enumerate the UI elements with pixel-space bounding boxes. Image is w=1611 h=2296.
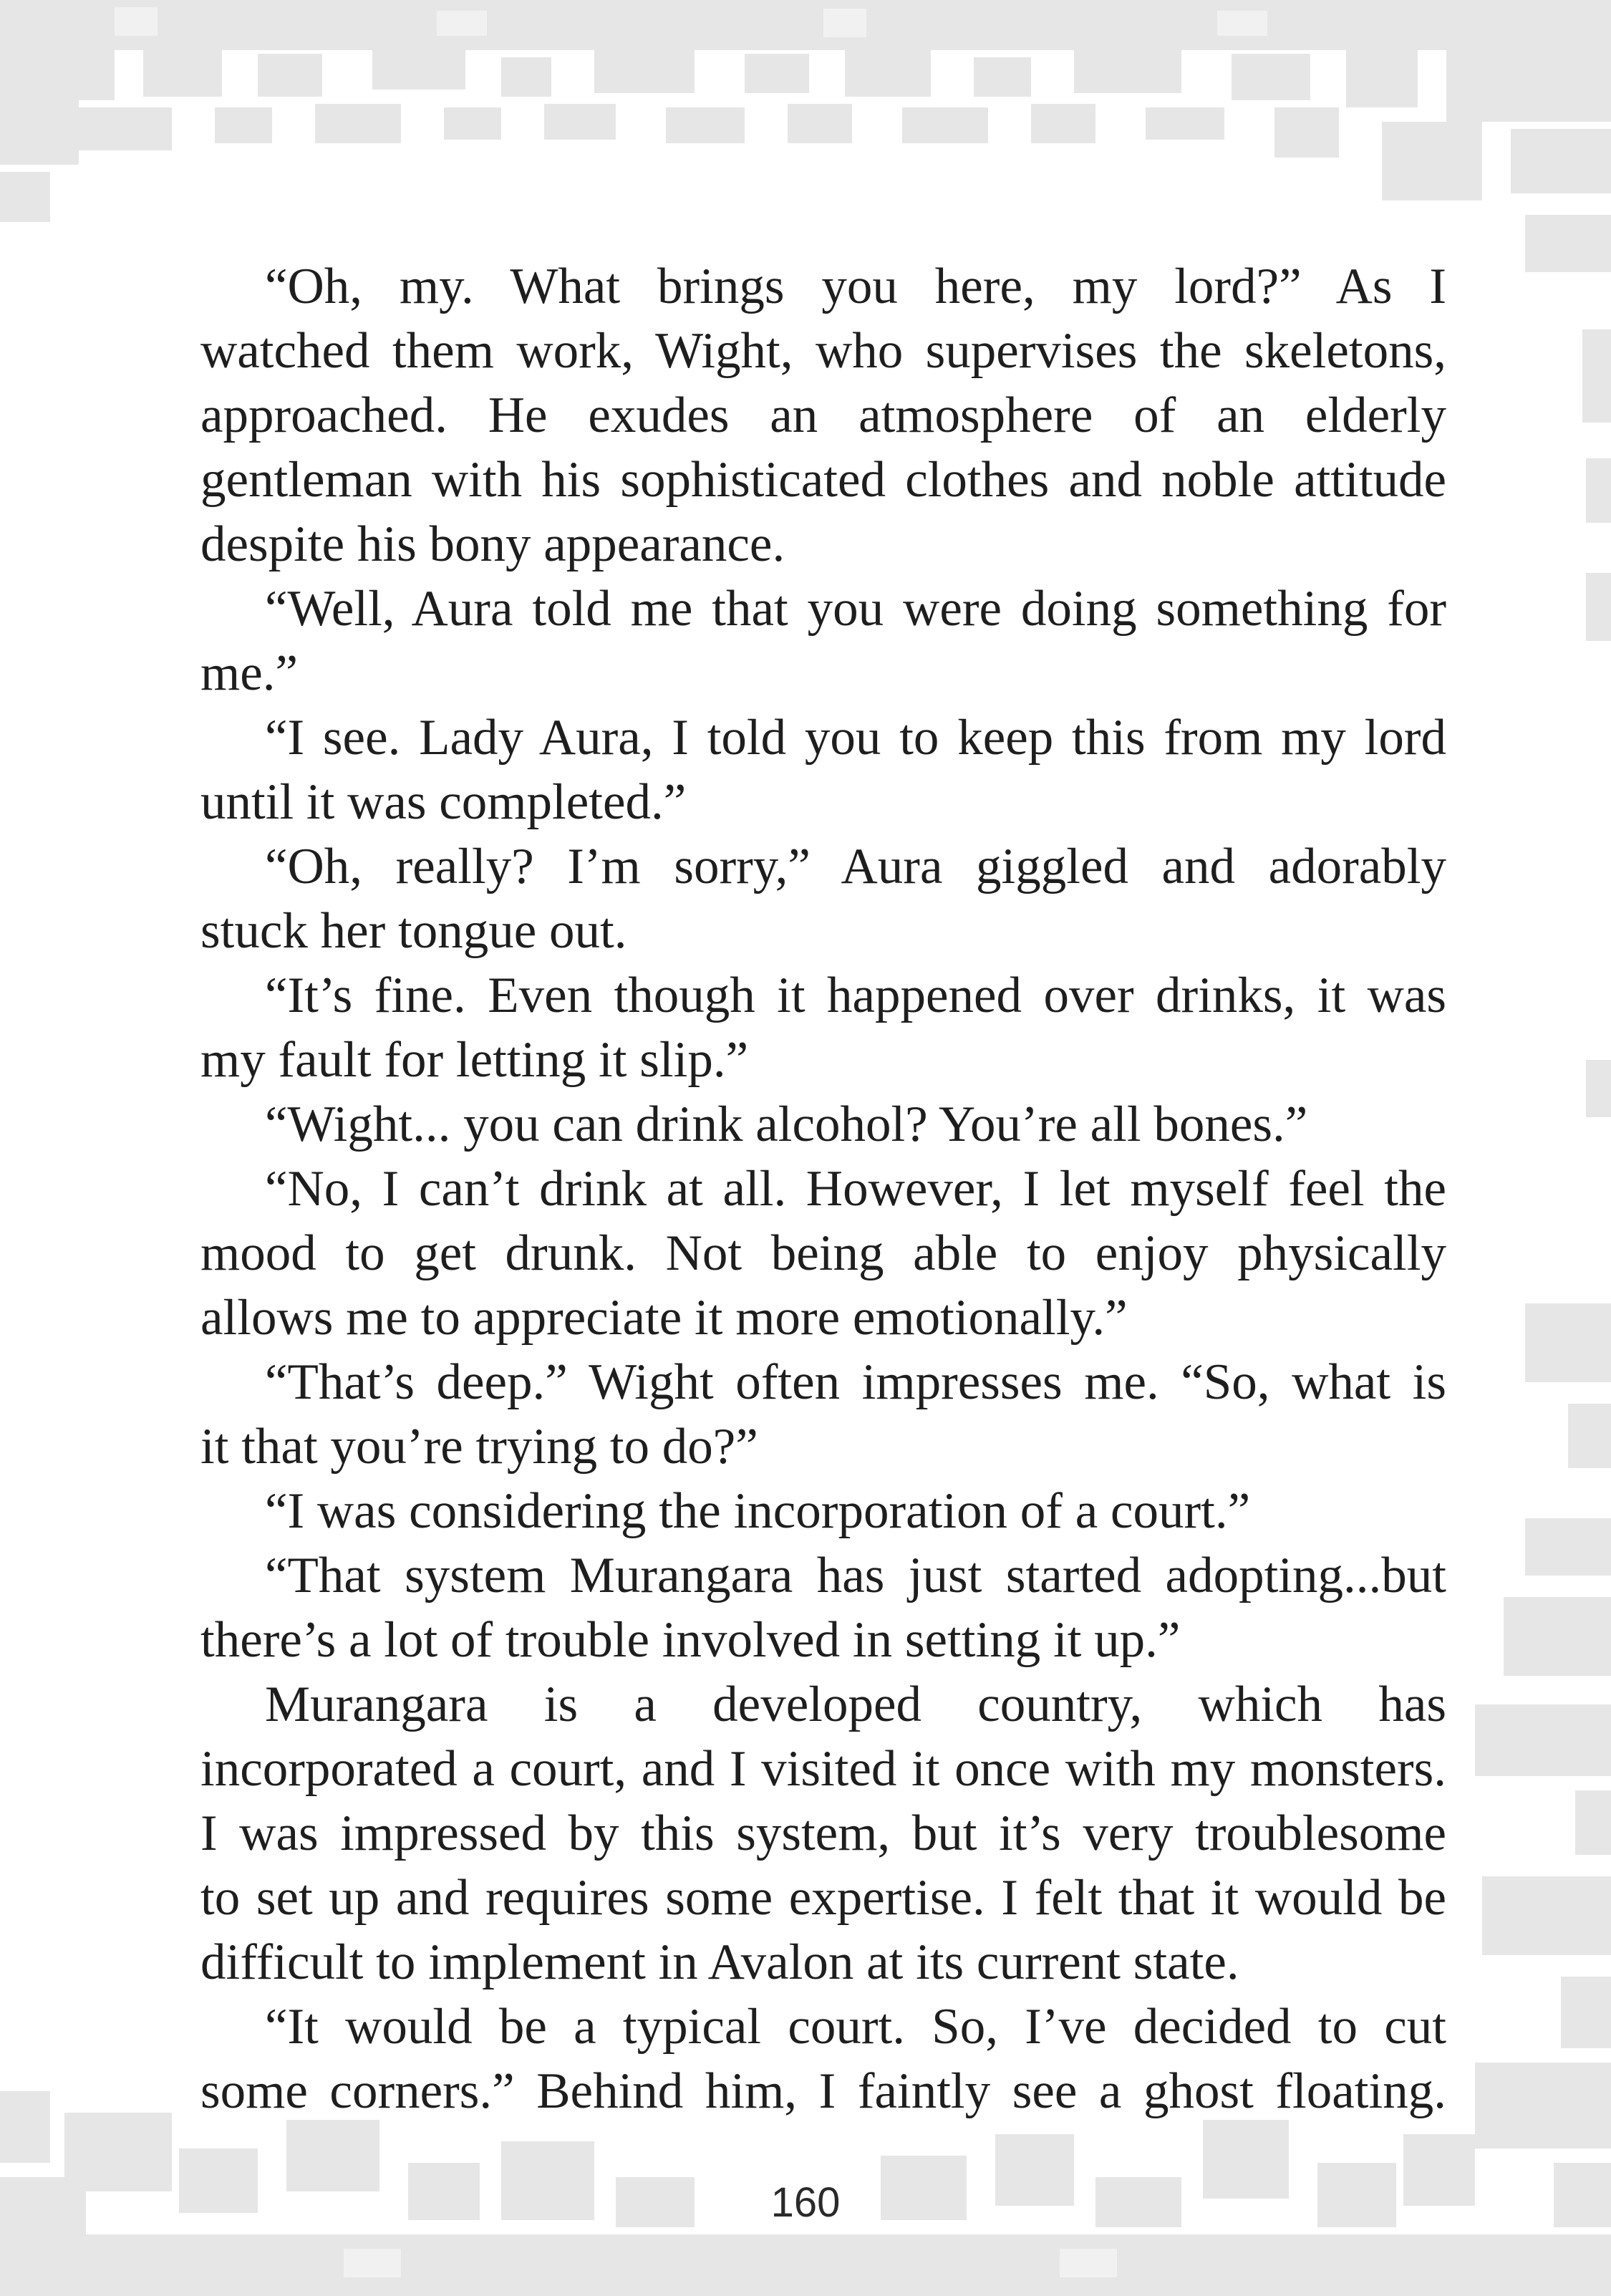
text-line: difficult to implement in Avalon at its current state.: [200, 1934, 1239, 1990]
text-line: “I was considering the incorporation of a court.”: [265, 1483, 1251, 1539]
text-line: “It’s fine. Even though it happened over drinks, it was: [265, 968, 1446, 1023]
text-line: “Oh, my. What brings you here, my lord?” As I: [265, 259, 1446, 314]
text-line: I was impressed by this system, but it’s very troublesome: [200, 1805, 1446, 1861]
text-line: some corners.” Behind him, I faintly see a ghost floating.: [200, 2063, 1446, 2119]
text-line: approached. He exudes an atmosphere of an elderly: [200, 387, 1446, 443]
text-line: “No, I can’t drink at all. However, I let myself feel the: [265, 1161, 1446, 1217]
text-line: “That system Murangara has just started adopting...but: [265, 1548, 1446, 1603]
text-line: “It would be a typical court. So, I’ve decided to cut: [265, 1999, 1446, 2055]
text-line: me.”: [200, 645, 299, 701]
text-line: there’s a lot of trouble involved in setting it up.”: [200, 1612, 1181, 1668]
text-line: incorporated a court, and I visited it once with my monsters.: [200, 1741, 1446, 1797]
text-line: “That’s deep.” Wight often impresses me. “So, what is: [265, 1354, 1446, 1410]
text-line: until it was completed.”: [200, 774, 687, 830]
text-line: it that you’re trying to do?”: [200, 1419, 758, 1475]
text-line: allows me to appreciate it more emotionally.”: [200, 1290, 1128, 1346]
page-body-text: [200, 254, 1446, 2123]
text-line: “I see. Lady Aura, I told you to keep this from my lord: [265, 710, 1446, 766]
text-line: Murangara is a developed country, which has: [265, 1677, 1446, 1732]
text-line: watched them work, Wight, who supervises the skeletons,: [200, 323, 1446, 379]
text-line: to set up and requires some expertise. I felt that it would be: [200, 1870, 1446, 1926]
text-line: “Well, Aura told me that you were doing something for: [265, 581, 1446, 637]
text-line: “Oh, really? I’m sorry,” Aura giggled and adorably: [265, 839, 1446, 894]
text-line: “Wight... you can drink alcohol? You’re all bones.”: [265, 1096, 1308, 1152]
text-line: my fault for letting it slip.”: [200, 1032, 749, 1088]
text-line: despite his bony appearance.: [200, 516, 785, 572]
text-line: stuck her tongue out.: [200, 903, 627, 959]
text-line: mood to get drunk. Not being able to enjoy physically: [200, 1225, 1446, 1281]
text-line: gentleman with his sophisticated clothes and noble attitude: [200, 452, 1446, 508]
page-number: 160: [770, 2179, 841, 2226]
